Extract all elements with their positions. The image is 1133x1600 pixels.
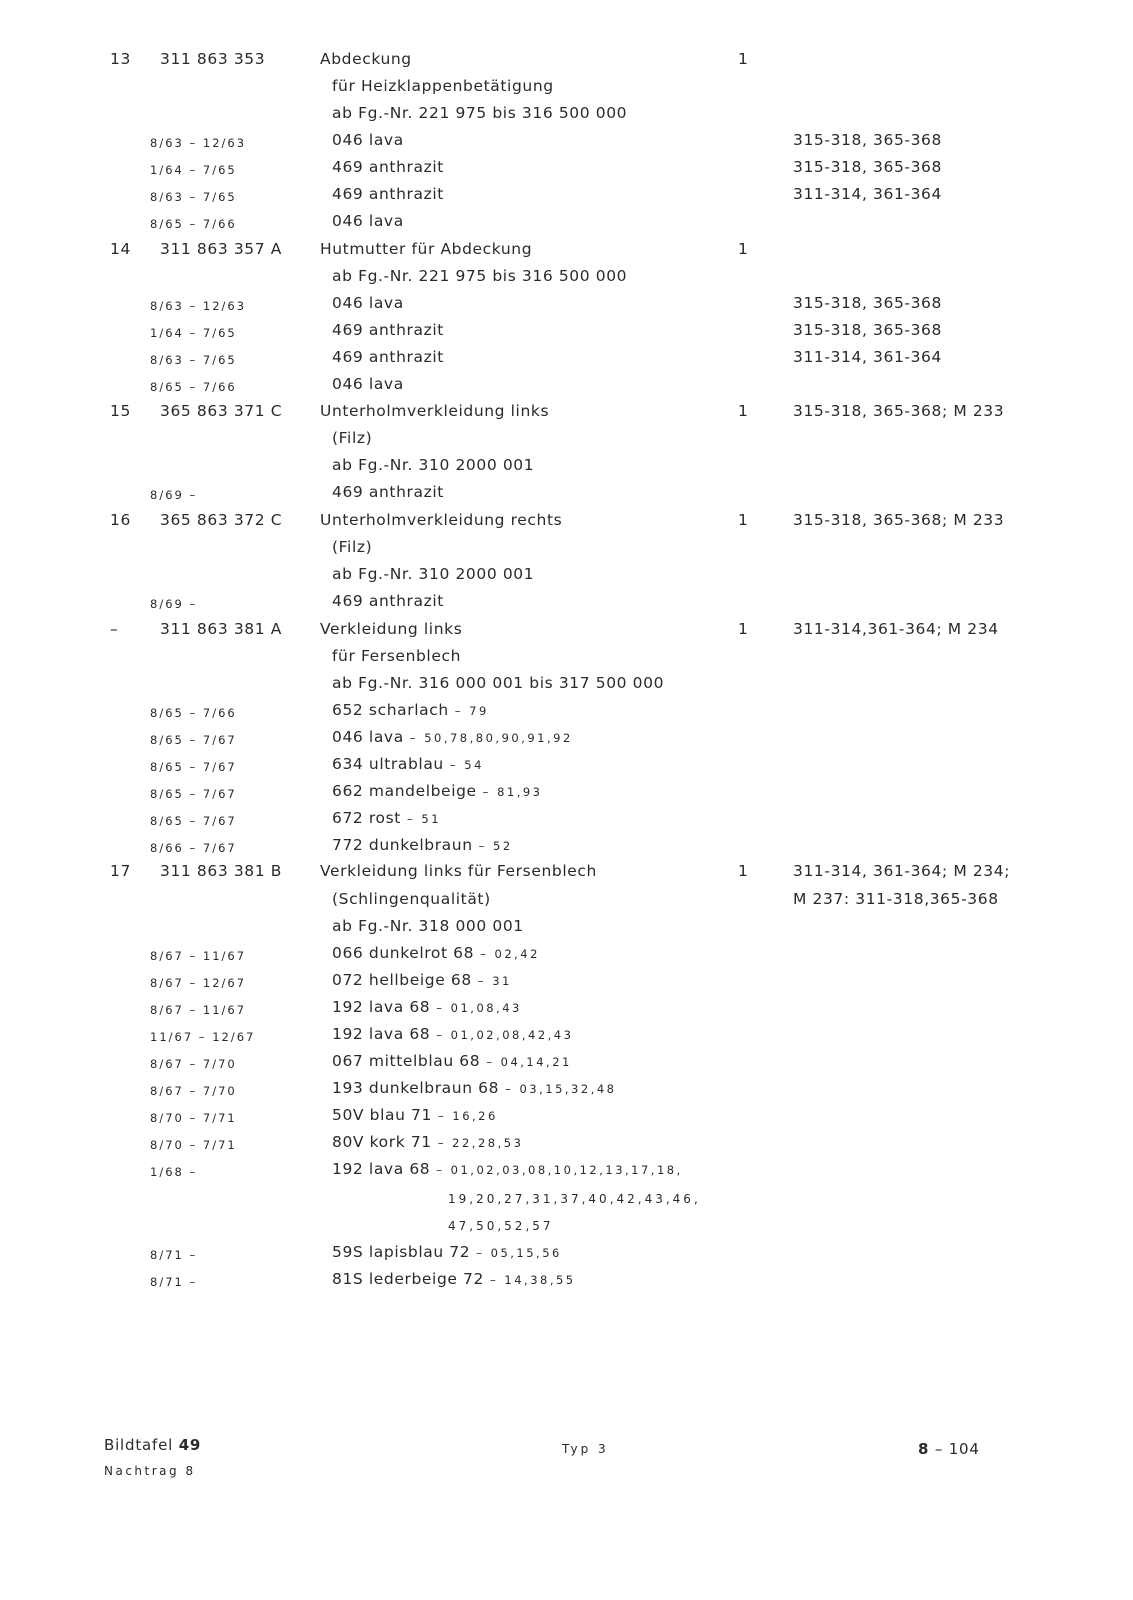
list-row [0, 212, 1133, 239]
list-row [0, 592, 1133, 619]
description-continued [332, 1106, 498, 1124]
description-continued [332, 971, 512, 989]
description: Hutmutter für Abdeckung [320, 240, 533, 258]
description-continued: (Filz) [332, 538, 373, 556]
list-row [0, 1189, 1133, 1216]
date-range: 11/67 – 12/67 [150, 1030, 256, 1044]
color-name: 192 lava 68 [332, 1160, 431, 1178]
date-range: 8/67 – 7/70 [150, 1057, 237, 1071]
part-number: 311 863 353 [160, 50, 266, 68]
date-range: 8/71 – [150, 1248, 198, 1262]
description-continued [332, 1052, 572, 1070]
description-continued: 469 anthrazit [332, 483, 444, 501]
quantity: 1 [738, 862, 749, 880]
list-row [0, 890, 1133, 917]
color-name: 046 lava [332, 728, 404, 746]
description-continued: (Filz) [332, 429, 373, 447]
description-continued [332, 809, 441, 827]
color-name: 772 dunkelbraun [332, 836, 473, 854]
color-name: 662 mandelbeige [332, 782, 477, 800]
date-range: 8/67 – 11/67 [150, 949, 247, 963]
description-continued [332, 701, 489, 719]
date-range: 8/65 – 7/67 [150, 814, 237, 828]
color-name: 066 dunkelrot 68 [332, 944, 475, 962]
color-name: 193 dunkelbraun 68 [332, 1079, 500, 1097]
color-codes: – 79 [454, 704, 489, 718]
list-row [0, 321, 1133, 348]
model-reference: 315-318, 365-368; M 233 [793, 511, 1005, 529]
list-row [0, 1216, 1133, 1243]
model-reference: 311-314, 361-364 [793, 348, 942, 366]
list-row [0, 565, 1133, 592]
description-continued: 469 anthrazit [332, 592, 444, 610]
color-codes-continued: 47,50,52,57 [448, 1219, 554, 1233]
color-codes: – 05,15,56 [476, 1246, 562, 1260]
description: Unterholmverkleidung links [320, 402, 550, 420]
date-range: 8/63 – 12/63 [150, 136, 247, 150]
description-continued: 046 lava [332, 375, 404, 393]
description: Verkleidung links [320, 620, 463, 638]
list-row [0, 1079, 1133, 1106]
position-number: 13 [110, 50, 131, 68]
description-continued: 469 anthrazit [332, 158, 444, 176]
color-codes: – 52 [478, 839, 513, 853]
model-reference: 311-314,361-364; M 234 [793, 620, 999, 638]
date-range: 1/64 – 7/65 [150, 163, 237, 177]
list-row [0, 456, 1133, 483]
color-codes: – 03,15,32,48 [505, 1082, 617, 1096]
color-codes: – 31 [477, 974, 512, 988]
list-row [0, 1052, 1133, 1079]
description-continued: 469 anthrazit [332, 348, 444, 366]
date-range: 8/65 – 7/67 [150, 787, 237, 801]
list-row [0, 158, 1133, 185]
plate-number: 49 [178, 1436, 202, 1454]
description-continued: 469 anthrazit [332, 185, 444, 203]
date-range: 8/65 – 7/67 [150, 760, 237, 774]
date-range: 8/67 – 12/67 [150, 976, 247, 990]
date-range: 1/64 – 7/65 [150, 326, 237, 340]
list-row [0, 185, 1133, 212]
list-row [0, 77, 1133, 104]
list-row [0, 782, 1133, 809]
list-row [0, 809, 1133, 836]
color-codes: – 04,14,21 [486, 1055, 572, 1069]
color-codes: – 01,02,08,42,43 [436, 1028, 574, 1042]
quantity: 1 [738, 511, 749, 529]
list-row [0, 836, 1133, 863]
description-continued [332, 1079, 616, 1097]
description-continued [332, 1160, 683, 1178]
description-continued: 469 anthrazit [332, 321, 444, 339]
date-range: 8/70 – 7/71 [150, 1111, 237, 1125]
list-row [0, 375, 1133, 402]
description: Verkleidung links für Fersenblech [320, 862, 597, 880]
color-name: 81S lederbeige 72 [332, 1270, 484, 1288]
color-name: 50V blau 71 [332, 1106, 432, 1124]
color-name: 672 rost [332, 809, 401, 827]
description-continued: 046 lava [332, 294, 404, 312]
description-continued: 046 lava [332, 212, 404, 230]
date-range: 8/69 – [150, 597, 198, 611]
list-row [0, 240, 1133, 267]
list-row [0, 1133, 1133, 1160]
description-continued: ab Fg.-Nr. 221 975 bis 316 500 000 [332, 104, 628, 122]
color-codes: – 50,78,80,90,91,92 [409, 731, 573, 745]
list-row [0, 131, 1133, 158]
part-number: 365 863 371 C [160, 402, 283, 420]
list-row [0, 267, 1133, 294]
page-group: 8 [918, 1440, 930, 1458]
date-range: 1/68 – [150, 1165, 198, 1179]
model-reference: M 237: 311-318,365-368 [793, 890, 999, 908]
list-row [0, 402, 1133, 429]
color-name: 067 mittelblau 68 [332, 1052, 481, 1070]
list-row [0, 511, 1133, 538]
list-row [0, 429, 1133, 456]
date-range: 8/65 – 7/66 [150, 380, 237, 394]
part-number: 311 863 357 A [160, 240, 282, 258]
description-continued [332, 1243, 562, 1261]
color-name: 192 lava 68 [332, 998, 431, 1016]
page-num: 104 [948, 1440, 980, 1458]
list-row [0, 538, 1133, 565]
date-range: 8/67 – 11/67 [150, 1003, 247, 1017]
description-continued [332, 728, 573, 746]
color-codes: – 01,02,03,08,10,12,13,17,18, [436, 1163, 683, 1177]
date-range: 8/63 – 7/65 [150, 190, 237, 204]
list-row [0, 862, 1133, 889]
position-number: 14 [110, 240, 131, 258]
description-continued [332, 782, 543, 800]
color-codes-continued: 19,20,27,31,37,40,42,43,46, [448, 1192, 701, 1206]
description-continued [332, 755, 484, 773]
model-reference: 315-318, 365-368 [793, 131, 942, 149]
color-name: 80V kork 71 [332, 1133, 432, 1151]
list-row [0, 1106, 1133, 1133]
color-name: 59S lapisblau 72 [332, 1243, 471, 1261]
description-continued: ab Fg.-Nr. 310 2000 001 [332, 456, 535, 474]
list-row [0, 1270, 1133, 1297]
date-range: 8/65 – 7/66 [150, 706, 237, 720]
list-row [0, 917, 1133, 944]
list-row [0, 647, 1133, 674]
vehicle-type: Typ 3 [562, 1442, 609, 1456]
plate-reference [104, 1436, 201, 1454]
page-number [918, 1440, 980, 1458]
color-codes: – 14,38,55 [490, 1273, 576, 1287]
date-range: 8/63 – 7/65 [150, 353, 237, 367]
description-continued [332, 998, 522, 1016]
color-codes: – 51 [406, 812, 442, 826]
description: Abdeckung [320, 50, 412, 68]
color-name: 192 lava 68 [332, 1025, 431, 1043]
model-reference: 315-318, 365-368 [793, 321, 942, 339]
model-reference: 315-318, 365-368 [793, 294, 942, 312]
color-codes: – 81,93 [482, 785, 543, 799]
model-reference: 311-314, 361-364; M 234; [793, 862, 1011, 880]
list-row [0, 1025, 1133, 1052]
date-range: 8/65 – 7/67 [150, 733, 237, 747]
date-range: 8/66 – 7/67 [150, 841, 237, 855]
quantity: 1 [738, 240, 749, 258]
date-range: 8/70 – 7/71 [150, 1138, 237, 1152]
list-row [0, 755, 1133, 782]
description-continued: für Heizklappenbetätigung [332, 77, 554, 95]
position-number: – [110, 620, 119, 638]
date-range: 8/67 – 7/70 [150, 1084, 237, 1098]
list-row [0, 348, 1133, 375]
description-continued [332, 836, 513, 854]
quantity: 1 [738, 620, 749, 638]
description: Unterholmverkleidung rechts [320, 511, 563, 529]
date-range: 8/69 – [150, 488, 198, 502]
list-row [0, 971, 1133, 998]
list-row [0, 674, 1133, 701]
position-number: 16 [110, 511, 131, 529]
color-name: 652 scharlach [332, 701, 449, 719]
part-number: 311 863 381 A [160, 620, 282, 638]
list-row [0, 728, 1133, 755]
description-continued [332, 1270, 576, 1288]
list-row [0, 483, 1133, 510]
description-continued: ab Fg.-Nr. 221 975 bis 316 500 000 [332, 267, 628, 285]
description-continued [332, 944, 540, 962]
list-row [0, 104, 1133, 131]
model-reference: 311-314, 361-364 [793, 185, 942, 203]
description-continued [332, 1133, 523, 1151]
list-row [0, 294, 1133, 321]
description-continued: ab Fg.-Nr. 310 2000 001 [332, 565, 535, 583]
description-continued: ab Fg.-Nr. 316 000 001 bis 317 500 000 [332, 674, 665, 692]
part-number: 365 863 372 C [160, 511, 283, 529]
color-name: 072 hellbeige 68 [332, 971, 472, 989]
color-codes: – 54 [449, 758, 484, 772]
quantity: 1 [738, 50, 749, 68]
list-row [0, 620, 1133, 647]
description-continued: für Fersenblech [332, 647, 462, 665]
date-range: 8/71 – [150, 1275, 198, 1289]
model-reference: 315-318, 365-368 [793, 158, 942, 176]
position-number: 15 [110, 402, 131, 420]
page-separator: – [934, 1440, 944, 1458]
position-number: 17 [110, 862, 131, 880]
color-codes: – 22,28,53 [437, 1136, 524, 1150]
list-row [0, 1243, 1133, 1270]
description-continued: (Schlingenqualität) [332, 890, 491, 908]
date-range: 8/63 – 12/63 [150, 299, 247, 313]
color-codes: – 02,42 [480, 947, 540, 961]
list-row [0, 944, 1133, 971]
color-codes: – 16,26 [437, 1109, 498, 1123]
list-row [0, 50, 1133, 77]
description-continued: 046 lava [332, 131, 404, 149]
model-reference: 315-318, 365-368; M 233 [793, 402, 1005, 420]
supplement-note: Nachtrag 8 [104, 1464, 196, 1478]
description-continued [332, 1025, 573, 1043]
color-name: 634 ultrablau [332, 755, 444, 773]
description-continued: ab Fg.-Nr. 318 000 001 [332, 917, 524, 935]
list-row [0, 701, 1133, 728]
part-number: 311 863 381 B [160, 862, 282, 880]
quantity: 1 [738, 402, 749, 420]
color-codes: – 01,08,43 [436, 1001, 522, 1015]
date-range: 8/65 – 7/66 [150, 217, 237, 231]
list-row [0, 1160, 1133, 1187]
list-row [0, 998, 1133, 1025]
plate-label: Bildtafel [104, 1436, 174, 1454]
